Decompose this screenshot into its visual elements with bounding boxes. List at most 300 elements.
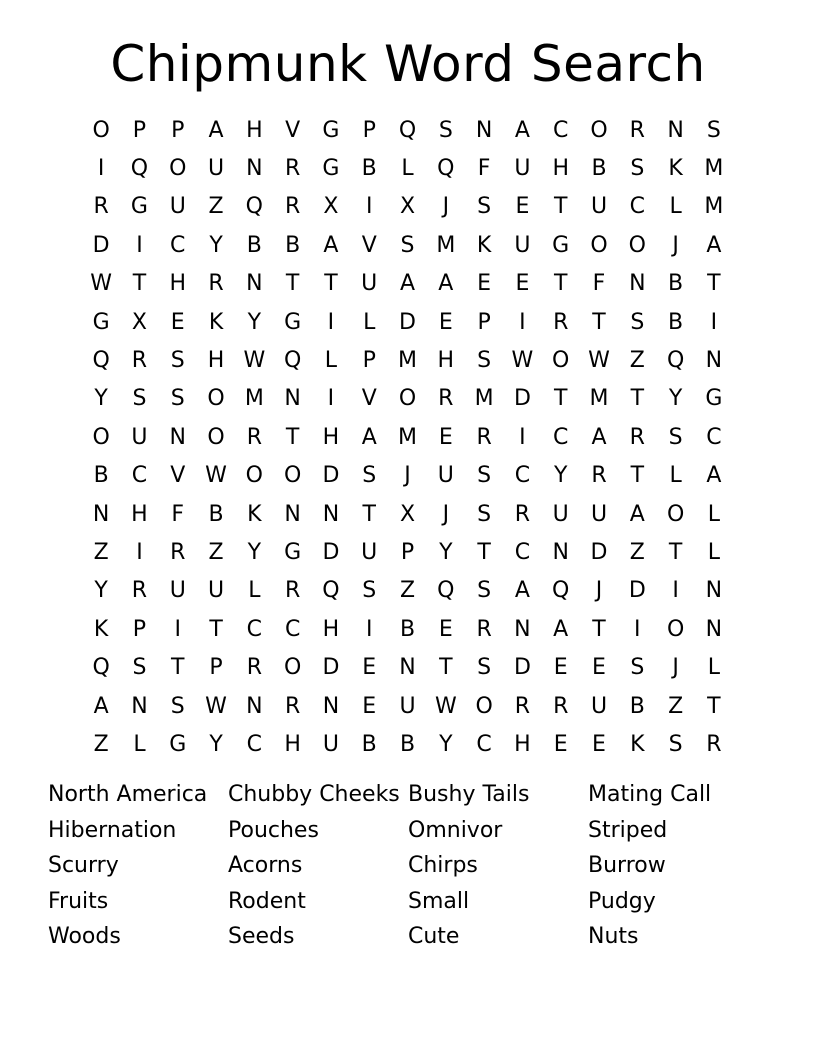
grid-letter: T — [209, 616, 223, 642]
grid-letter: B — [668, 271, 684, 297]
grid-letter: I — [519, 309, 526, 335]
grid-letter: G — [322, 156, 340, 182]
grid-letter: T — [439, 655, 453, 681]
word-list-item: Hibernation — [48, 817, 177, 843]
grid-letter: U — [399, 693, 416, 719]
grid-letter: T — [592, 309, 606, 335]
grid-letter: Q — [130, 156, 149, 182]
word-list-item: Pouches — [228, 817, 319, 843]
grid-letter: C — [246, 731, 263, 757]
grid-letter: G — [322, 117, 340, 143]
grid-letter: T — [707, 693, 721, 719]
grid-letter: R — [284, 156, 301, 182]
grid-letter: G — [552, 232, 570, 258]
word-list-item: Burrow — [588, 853, 666, 879]
grid-letter: E — [592, 731, 606, 757]
grid-letter: L — [248, 578, 261, 604]
grid-letter: H — [552, 156, 569, 182]
grid-letter: T — [285, 424, 300, 450]
word-list-item: Bushy Tails — [408, 782, 530, 807]
word-list-item: Mating Call — [588, 782, 712, 807]
grid-letter: O — [590, 117, 608, 143]
grid-letter: Z — [93, 539, 109, 565]
grid-letter: L — [707, 539, 721, 565]
word-list-item: Scurry — [48, 853, 119, 879]
grid-letter: T — [132, 271, 147, 297]
grid-letter: Y — [209, 232, 223, 258]
grid-letter: U — [169, 194, 186, 220]
grid-letter: Q — [398, 117, 417, 143]
grid-letter: U — [322, 731, 339, 757]
grid-letter: S — [630, 309, 645, 335]
grid-letter: X — [131, 309, 147, 335]
grid-letter: B — [591, 156, 607, 182]
grid-letter: W — [205, 693, 227, 719]
grid-letter: D — [322, 463, 340, 489]
grid-letter: T — [362, 501, 376, 527]
grid-letter: P — [171, 117, 185, 143]
grid-letter: R — [93, 194, 109, 220]
grid-letter: S — [170, 693, 185, 719]
grid-letter: J — [595, 578, 603, 604]
grid-letter: B — [668, 309, 684, 335]
grid-letter: U — [131, 424, 148, 450]
grid-letter: R — [208, 271, 224, 297]
grid-letter: I — [672, 578, 679, 604]
grid-letter: T — [324, 271, 338, 297]
grid-letter: O — [245, 463, 263, 489]
grid-letter: R — [629, 117, 645, 143]
grid-letter: I — [174, 616, 181, 642]
grid-letter: A — [591, 424, 607, 450]
grid-letter: X — [399, 194, 416, 220]
grid-letter: W — [511, 348, 534, 374]
grid-letter: U — [361, 271, 378, 297]
grid-letter: S — [706, 117, 721, 143]
grid-letter: T — [668, 539, 683, 565]
grid-letter: O — [666, 501, 685, 527]
grid-letter: U — [590, 194, 608, 220]
word-list-item: Rodent — [228, 888, 306, 914]
grid-letter: Q — [283, 348, 302, 374]
grid-letter: N — [284, 386, 301, 412]
grid-letter: N — [705, 348, 723, 374]
word-list-item: Striped — [588, 817, 668, 843]
grid-letter: E — [438, 616, 453, 642]
grid-letter: C — [553, 424, 569, 450]
word-list-item: Chubby Cheeks — [228, 782, 400, 807]
grid-letter: N — [92, 501, 110, 527]
grid-letter: A — [93, 693, 109, 719]
grid-letter: N — [169, 424, 186, 450]
grid-letter: O — [207, 424, 225, 450]
grid-letter: O — [628, 232, 646, 258]
grid-letter: D — [92, 232, 110, 258]
grid-letter: R — [246, 424, 262, 450]
grid-letter: L — [363, 309, 376, 335]
grid-letter: L — [401, 156, 414, 182]
grid-letter: U — [514, 156, 531, 182]
grid-letter: A — [361, 424, 377, 450]
grid-letter: C — [131, 463, 148, 489]
grid-letter: R — [553, 693, 569, 719]
grid-letter: Y — [247, 309, 262, 335]
grid-letter: L — [707, 655, 721, 681]
grid-letter: B — [399, 616, 416, 642]
grid-letter: R — [284, 693, 301, 719]
grid-letter: I — [97, 156, 105, 182]
grid-letter: Z — [399, 578, 416, 604]
grid-letter: Q — [437, 578, 455, 604]
grid-letter: N — [246, 693, 263, 719]
grid-letter: T — [171, 655, 185, 681]
grid-letter: E — [515, 271, 530, 297]
grid-letter: H — [322, 616, 340, 642]
grid-letter: G — [92, 309, 110, 335]
grid-letter: S — [132, 386, 147, 412]
grid-letter: R — [514, 693, 531, 719]
grid-letter: M — [704, 194, 724, 220]
grid-letter: R — [284, 194, 301, 220]
grid-letter: K — [630, 731, 645, 757]
grid-letter: T — [477, 539, 491, 565]
word-list-item: Nuts — [588, 924, 639, 950]
grid-letter: J — [442, 501, 450, 527]
grid-letter: P — [400, 539, 415, 565]
grid-letter: E — [553, 655, 568, 681]
grid-letter: O — [283, 655, 302, 681]
grid-letter: M — [398, 348, 418, 374]
grid-letter: M — [436, 232, 456, 258]
grid-letter: S — [362, 463, 377, 489]
grid-letter: O — [398, 386, 417, 412]
grid-letter: E — [438, 309, 453, 335]
grid-letter: C — [553, 117, 569, 143]
grid-letter: Q — [552, 578, 570, 604]
grid-letter: M — [244, 386, 264, 412]
word-list-item: Acorns — [228, 853, 303, 879]
grid-letter: K — [247, 501, 262, 527]
grid-letter: U — [590, 501, 608, 527]
grid-letter: S — [630, 655, 645, 681]
grid-letter: Q — [437, 156, 455, 182]
grid-letter: T — [707, 271, 721, 297]
grid-letter: M — [704, 156, 724, 182]
grid-letter: G — [705, 386, 723, 412]
grid-letter: A — [629, 501, 645, 527]
grid-letter: H — [284, 731, 301, 757]
grid-letter: R — [131, 348, 148, 374]
grid-letter: V — [361, 386, 377, 412]
grid-letter: B — [208, 501, 224, 527]
grid-letter: M — [589, 386, 609, 412]
grid-letter: U — [437, 463, 454, 489]
grid-letter: T — [553, 194, 568, 220]
grid-letter: I — [710, 309, 718, 335]
grid-letter: U — [361, 539, 378, 565]
grid-letter: N — [667, 117, 684, 143]
grid-letter: R — [629, 424, 645, 450]
grid-letter: Z — [208, 194, 224, 220]
grid-letter: H — [246, 117, 263, 143]
word-list-item: Seeds — [228, 924, 295, 950]
grid-letter: K — [93, 616, 109, 642]
grid-letter: M — [398, 424, 418, 450]
grid-letter: M — [474, 386, 494, 412]
grid-letter: A — [514, 578, 530, 604]
grid-letter: S — [477, 655, 492, 681]
grid-letter: Y — [94, 386, 108, 412]
grid-letter: N — [514, 616, 531, 642]
grid-letter: R — [131, 578, 148, 604]
word-list — [48, 777, 768, 955]
grid-letter: A — [323, 232, 339, 258]
letter-grid — [82, 111, 733, 764]
grid-letter: R — [706, 731, 722, 757]
grid-letter: S — [668, 424, 683, 450]
grid-letter: T — [553, 271, 568, 297]
grid-letter: E — [515, 194, 530, 220]
grid-letter: W — [243, 348, 266, 374]
grid-letter: U — [207, 156, 225, 182]
grid-letter: A — [438, 271, 454, 297]
grid-letter: D — [322, 539, 340, 565]
grid-letter: S — [400, 232, 415, 258]
grid-letter: H — [131, 501, 148, 527]
grid-letter: S — [668, 731, 683, 757]
grid-letter: L — [669, 463, 682, 489]
word-list-item: Fruits — [48, 888, 109, 914]
grid-letter: E — [553, 731, 568, 757]
grid-letter: R — [553, 309, 569, 335]
grid-letter: Y — [439, 539, 453, 565]
grid-letter: S — [170, 386, 185, 412]
grid-letter: N — [629, 271, 646, 297]
grid-letter: T — [592, 616, 606, 642]
grid-letter: Z — [93, 731, 109, 757]
grid-letter: T — [630, 386, 645, 412]
grid-letter: C — [246, 616, 263, 642]
grid-letter: I — [365, 616, 373, 642]
grid-letter: N — [322, 693, 340, 719]
grid-letter: W — [434, 693, 457, 719]
grid-letter: N — [705, 616, 723, 642]
grid-letter: S — [477, 194, 492, 220]
grid-letter: R — [591, 463, 607, 489]
grid-letter: R — [514, 501, 531, 527]
grid-letter: Y — [553, 463, 568, 489]
grid-letter: V — [170, 463, 186, 489]
grid-letter: G — [130, 194, 148, 220]
grid-letter: O — [552, 348, 570, 374]
grid-letter: V — [361, 232, 377, 258]
grid-letter: I — [136, 539, 143, 565]
grid-letter: D — [399, 309, 416, 335]
grid-letter: S — [477, 463, 492, 489]
grid-letter: E — [477, 271, 492, 297]
grid-letter: B — [246, 232, 262, 258]
grid-letter: O — [169, 156, 187, 182]
grid-letter: I — [327, 386, 335, 412]
grid-letter: E — [438, 424, 453, 450]
grid-letter: D — [322, 655, 340, 681]
grid-letter: J — [404, 463, 411, 489]
grid-letter: U — [552, 501, 569, 527]
word-list-item: Small — [408, 888, 470, 914]
grid-letter: C — [284, 616, 301, 642]
grid-letter: G — [284, 539, 302, 565]
word-list-item: Cute — [408, 924, 460, 950]
grid-letter: I — [327, 309, 335, 335]
grid-letter: O — [207, 386, 225, 412]
grid-letter: H — [322, 424, 340, 450]
grid-letter: N — [246, 156, 263, 182]
grid-letter: N — [475, 117, 493, 143]
grid-letter: K — [476, 232, 492, 258]
grid-letter: L — [669, 194, 682, 220]
grid-letter: B — [399, 731, 416, 757]
grid-letter: U — [590, 693, 608, 719]
grid-letter: A — [514, 117, 530, 143]
grid-letter: T — [285, 271, 300, 297]
grid-letter: E — [592, 655, 606, 681]
grid-letter: V — [285, 117, 301, 143]
grid-letter: F — [592, 271, 606, 297]
grid-letter: W — [205, 463, 227, 489]
grid-letter: L — [324, 348, 338, 374]
grid-letter: R — [284, 578, 301, 604]
grid-letter: N — [552, 539, 569, 565]
grid-letter: C — [514, 463, 531, 489]
grid-letter: S — [438, 117, 453, 143]
grid-letter: E — [362, 655, 377, 681]
grid-letter: T — [553, 386, 568, 412]
grid-letter: U — [169, 578, 186, 604]
grid-letter: I — [365, 194, 373, 220]
grid-letter: A — [706, 232, 722, 258]
grid-letter: C — [170, 232, 186, 258]
grid-letter: N — [131, 693, 148, 719]
grid-letter: W — [90, 271, 113, 297]
grid-letter: S — [132, 655, 147, 681]
grid-letter: N — [246, 271, 263, 297]
grid-letter: P — [362, 348, 376, 374]
grid-letter: Z — [629, 539, 645, 565]
grid-letter: N — [705, 578, 723, 604]
grid-letter: R — [170, 539, 186, 565]
grid-letter: S — [170, 348, 185, 374]
grid-letter: S — [477, 501, 492, 527]
grid-letter: A — [208, 117, 224, 143]
grid-letter: L — [133, 731, 146, 757]
grid-letter: G — [169, 731, 187, 757]
grid-letter: X — [399, 501, 416, 527]
grid-letter: B — [361, 731, 377, 757]
grid-letter: N — [399, 655, 416, 681]
grid-letter: O — [590, 232, 608, 258]
word-list-item: North America — [48, 782, 208, 807]
grid-letter: E — [170, 309, 185, 335]
grid-letter: D — [628, 578, 646, 604]
grid-letter: Y — [209, 731, 223, 757]
grid-letter: Y — [247, 539, 262, 565]
grid-letter: S — [362, 578, 377, 604]
grid-letter: D — [513, 655, 531, 681]
grid-letter: P — [209, 655, 223, 681]
grid-letter: D — [590, 539, 608, 565]
grid-letter: C — [706, 424, 722, 450]
grid-letter: W — [588, 348, 610, 374]
page-title: Chipmunk Word Search — [110, 35, 706, 93]
grid-letter: A — [553, 616, 569, 642]
grid-letter: H — [207, 348, 225, 374]
grid-letter: H — [514, 731, 531, 757]
grid-letter: C — [629, 194, 645, 220]
word-list-item: Chirps — [408, 853, 478, 879]
grid-letter: P — [362, 117, 376, 143]
grid-letter: R — [438, 386, 454, 412]
grid-letter: Y — [439, 731, 453, 757]
grid-letter: S — [630, 156, 645, 182]
grid-letter: R — [476, 616, 492, 642]
grid-letter: C — [476, 731, 492, 757]
grid-letter: I — [519, 424, 526, 450]
grid-letter: I — [136, 232, 143, 258]
grid-letter: F — [477, 156, 491, 182]
grid-letter: B — [285, 232, 301, 258]
grid-letter: Q — [92, 348, 110, 374]
grid-letter: D — [513, 386, 531, 412]
word-list-item: Woods — [48, 924, 121, 950]
grid-letter: J — [672, 232, 679, 258]
grid-letter: E — [362, 693, 377, 719]
grid-letter: O — [475, 693, 493, 719]
grid-letter: S — [477, 348, 492, 374]
word-list-item: Pudgy — [588, 888, 656, 914]
grid-letter: O — [283, 463, 302, 489]
grid-letter: R — [476, 424, 492, 450]
grid-letter: P — [477, 309, 491, 335]
grid-letter: U — [514, 232, 531, 258]
grid-letter: P — [132, 616, 147, 642]
grid-letter: A — [706, 463, 722, 489]
grid-letter: X — [323, 194, 339, 220]
grid-letter: H — [169, 271, 187, 297]
grid-letter: Q — [666, 348, 685, 374]
grid-letter: N — [284, 501, 301, 527]
grid-letter: Z — [629, 348, 645, 374]
grid-letter: P — [132, 117, 147, 143]
grid-letter: A — [399, 271, 416, 297]
grid-letter: Q — [92, 655, 110, 681]
grid-letter: R — [246, 655, 262, 681]
grid-letter: Y — [94, 578, 108, 604]
grid-letter: O — [92, 117, 110, 143]
grid-letter: I — [634, 616, 641, 642]
grid-letter: T — [630, 463, 645, 489]
grid-letter: G — [284, 309, 302, 335]
grid-letter: Z — [208, 539, 224, 565]
grid-letter: Q — [322, 578, 340, 604]
grid-letter: O — [92, 424, 110, 450]
grid-letter: U — [207, 578, 225, 604]
grid-letter: J — [672, 655, 679, 681]
grid-letter: H — [437, 348, 455, 374]
grid-letter: N — [322, 501, 340, 527]
grid-letter: K — [668, 156, 683, 182]
grid-letter: B — [629, 693, 645, 719]
grid-letter: J — [442, 194, 450, 220]
